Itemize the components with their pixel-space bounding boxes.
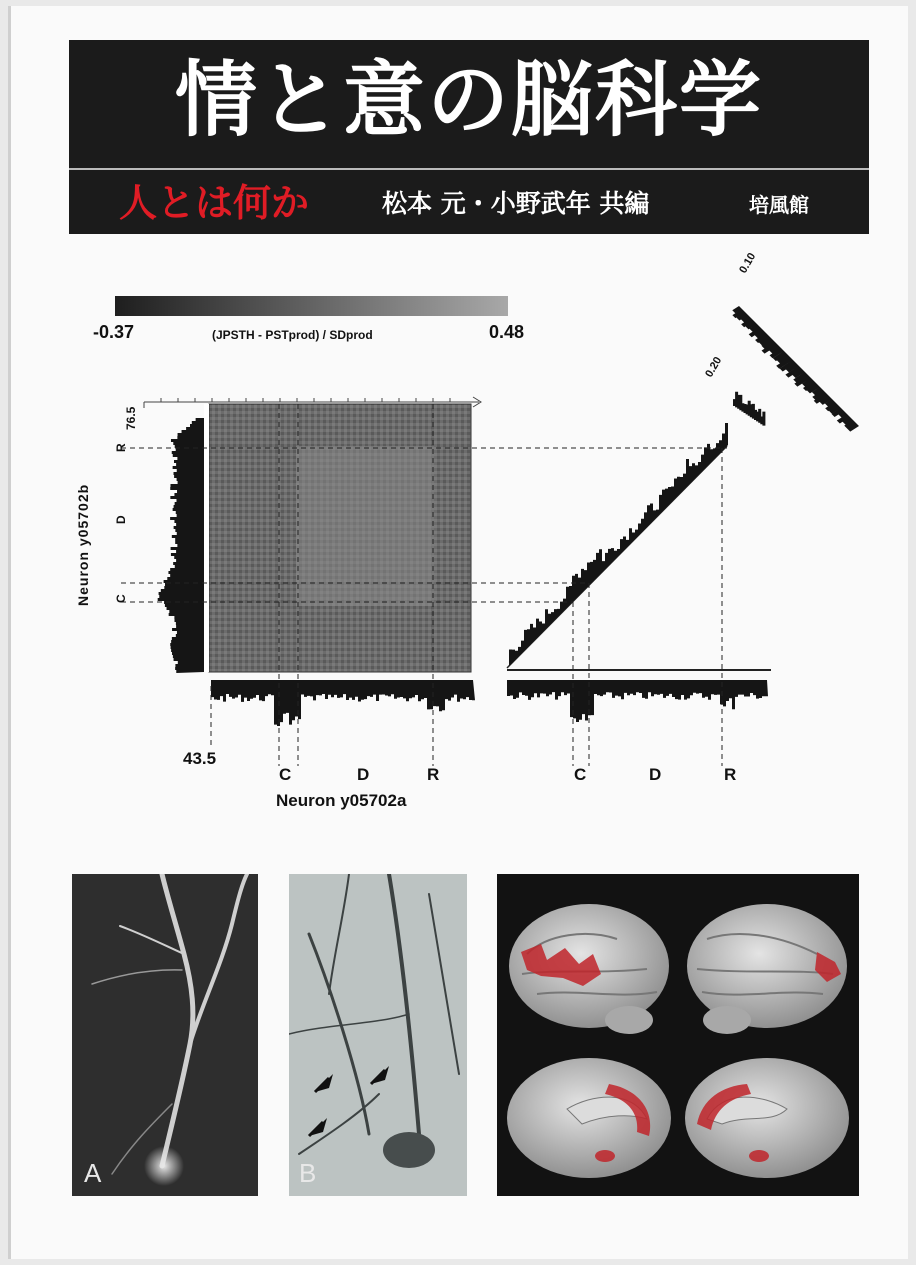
neuron-fluorescence-image bbox=[72, 874, 258, 1196]
brain-lateral-left bbox=[509, 904, 669, 1034]
x-event-label-c: C bbox=[279, 765, 292, 784]
colorbar-min-label: -0.37 bbox=[93, 322, 135, 342]
diag-scale-top-label: 0.10 bbox=[737, 250, 759, 276]
book-cover bbox=[8, 6, 908, 1259]
diagonal-plot bbox=[507, 423, 771, 670]
panel-b-label: B bbox=[299, 1158, 317, 1188]
y-event-label-c: C bbox=[114, 594, 128, 603]
diag-scale-bottom-label: 0.20 bbox=[703, 354, 725, 380]
y-axis-value: 76.5 bbox=[124, 406, 138, 430]
photo-panel-a bbox=[72, 874, 258, 1196]
jpsth-figure bbox=[11, 6, 908, 866]
brain-scan-panel bbox=[497, 874, 859, 1196]
x-event-label-d: D bbox=[357, 765, 370, 784]
right-event-label-c: C bbox=[574, 765, 587, 784]
y-event-label-d: D bbox=[114, 515, 128, 524]
x-axis-label: Neuron y05702a bbox=[276, 791, 407, 810]
scale-histogram-bottom bbox=[733, 392, 765, 426]
jpsth-matrix bbox=[209, 404, 471, 672]
book-subtitle: 人とは何か bbox=[119, 181, 310, 225]
y-axis-label: Neuron y05702b bbox=[75, 483, 91, 606]
book-title: 情と意の脳科学 bbox=[174, 53, 763, 148]
bottom-psth bbox=[211, 680, 475, 726]
y-event-label-r: R bbox=[114, 443, 128, 452]
brain-medial-right bbox=[685, 1058, 849, 1178]
brain-renderings bbox=[497, 874, 859, 1196]
photo-panel-b bbox=[289, 874, 467, 1196]
brain-medial-left bbox=[507, 1058, 671, 1178]
book-editors: 松本 元・小野武年 共編 bbox=[382, 189, 650, 218]
left-psth bbox=[158, 418, 204, 673]
colorbar bbox=[115, 296, 508, 316]
right-event-label-d: D bbox=[649, 765, 662, 784]
colorbar-max-label: 0.48 bbox=[489, 322, 525, 342]
x-event-label-r: R bbox=[427, 765, 440, 784]
neuron-stained-image bbox=[289, 874, 467, 1196]
colorbar-caption: (JPSTH - PSTprod) / SDprod bbox=[212, 328, 373, 342]
x-axis-value: 43.5 bbox=[183, 749, 217, 768]
publisher-name: 培風館 bbox=[749, 193, 809, 217]
brain-lateral-right bbox=[687, 904, 847, 1034]
right-bottom-psth bbox=[507, 680, 768, 722]
right-event-label-r: R bbox=[724, 765, 737, 784]
panel-a-label: A bbox=[84, 1158, 102, 1188]
